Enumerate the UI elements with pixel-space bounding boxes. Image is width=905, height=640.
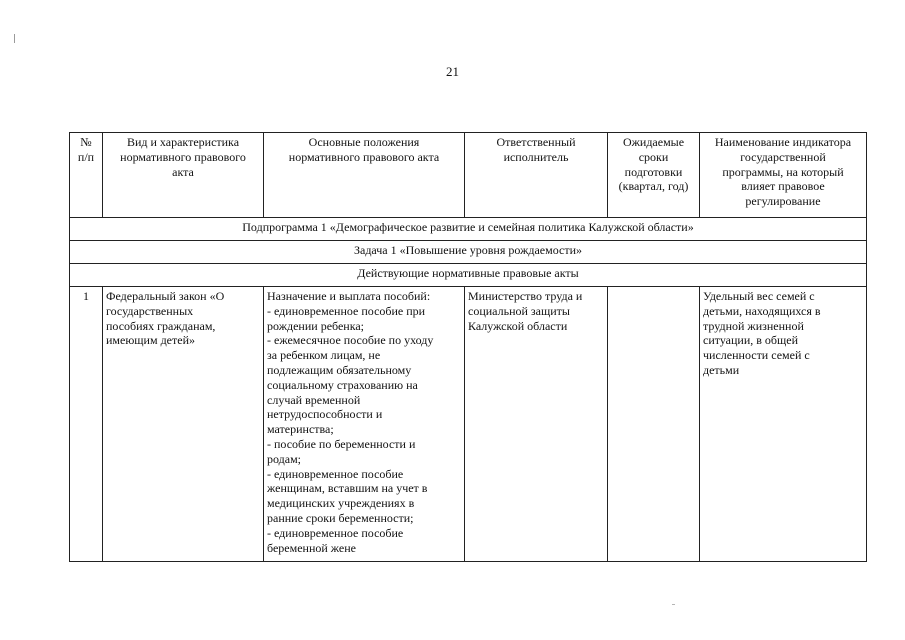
- subprogram-title: Подпрограмма 1 «Демографическое развитие и семейная политика Калужской области»: [70, 218, 867, 241]
- header-indicator: Наименование индикатора государственной программы, на который влияет правовое регулирование: [700, 133, 867, 218]
- scan-mark: [14, 34, 15, 43]
- row-executor: Министерство труда и социальной защиты Калужской области: [465, 287, 608, 562]
- header-number: № п/п: [70, 133, 103, 218]
- table-row: [70, 287, 867, 562]
- scan-speck: [672, 604, 675, 605]
- legal-acts-table: [69, 132, 867, 562]
- header-executor: Ответственный исполнитель: [465, 133, 608, 218]
- row-provisions: Назначение и выплата пособий: - единовременное пособие при рождении ребенка; - ежемесячное пособие по уходу за ребенком лицам, не подлежащим обязательному социальному страхованию на случай временной нетрудоспособности и материнства; - пособие по беременности и родам; - единовременное пособие женщинам, вставшим на учет в медицинских учреждениях в ранние сроки беременности; - единовременное пособие беременной жене: [264, 287, 465, 562]
- task-row: [70, 241, 867, 264]
- header-deadline: Ожидаемые сроки подготовки (квартал, год): [608, 133, 700, 218]
- table-header-row: [70, 133, 867, 218]
- page-number: 21: [446, 64, 459, 79]
- subprogram-row: [70, 218, 867, 241]
- task-title: Задача 1 «Повышение уровня рождаемости»: [70, 241, 867, 264]
- header-act-type: Вид и характеристика нормативного правового акта: [103, 133, 264, 218]
- row-number: 1: [70, 287, 103, 562]
- header-provisions: Основные положения нормативного правового акта: [264, 133, 465, 218]
- row-deadline: [608, 287, 700, 562]
- row-indicator: Удельный вес семей с детьми, находящихся в трудной жизненной ситуации, в общей численности семей с детьми: [700, 287, 867, 562]
- row-act: Федеральный закон «О государственных пособиях гражданам, имеющим детей»: [103, 287, 264, 562]
- section-title: Действующие нормативные правовые акты: [70, 264, 867, 287]
- section-row: [70, 264, 867, 287]
